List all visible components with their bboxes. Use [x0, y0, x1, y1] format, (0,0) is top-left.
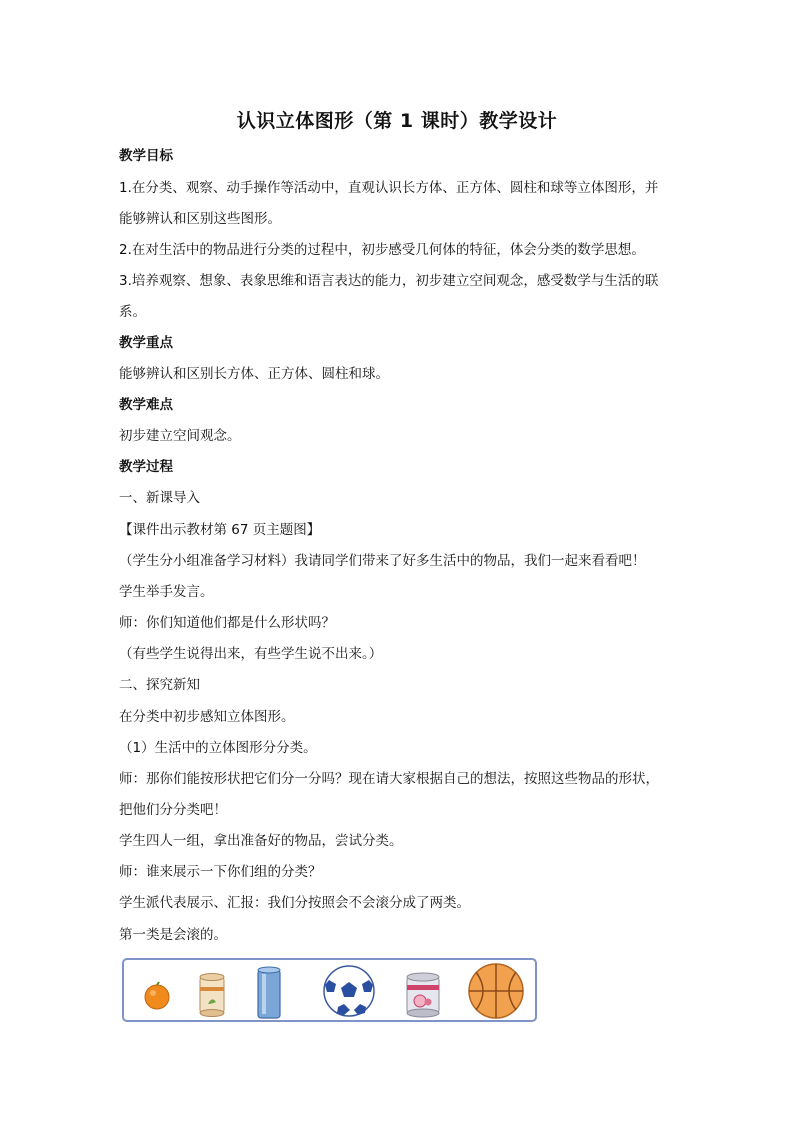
body-line: 在分类中初步感知立体图形。 — [119, 709, 295, 725]
body-line: 【课件出示教材第 67 页主题图】 — [119, 522, 321, 538]
section-heading: 教学目标 — [119, 148, 173, 164]
body-line: 2.在对生活中的物品进行分类的过程中，初步感受几何体的特征，体会分类的数学思想。 — [119, 242, 645, 258]
body-line: 初步建立空间观念。 — [119, 428, 241, 444]
rolling-objects-figure — [122, 958, 537, 1022]
body-line: （有些学生说得出来，有些学生说不出来。） — [119, 646, 383, 662]
orange-icon — [145, 982, 169, 1009]
body-line: （学生分小组准备学习材料）我请同学们带来了好多生活中的物品，我们一起来看看吧！ — [119, 553, 646, 569]
body-line: 1.在分类、观察、动手操作等活动中，直观认识长方体、正方体、圆柱和球等立体图形，并 — [119, 180, 659, 196]
document-title: 认识立体图形（第 1 课时）教学设计 — [236, 110, 558, 132]
body-line: 师：你们知道他们都是什么形状吗？ — [119, 615, 335, 631]
blue-cup-icon — [258, 967, 280, 1018]
body-line: 能够辨认和区别长方体、正方体、圆柱和球。 — [119, 366, 389, 382]
body-line: 第一类是会滚的。 — [119, 927, 227, 943]
body-line: 学生四人一组，拿出准备好的物品，尝试分类。 — [119, 833, 403, 849]
body-line: 二、探究新知 — [119, 677, 200, 693]
section-heading: 教学重点 — [119, 335, 173, 351]
body-line: 一、新课导入 — [119, 490, 200, 506]
tea-can-icon — [200, 974, 224, 1017]
body-line: 系。 — [119, 304, 146, 320]
body-line: 师：那你们能按形状把它们分一分吗？现在请大家根据自己的想法，按照这些物品的形状， — [119, 771, 659, 787]
basketball-icon — [469, 964, 523, 1018]
body-line: 学生举手发言。 — [119, 584, 214, 600]
body-line: （1）生活中的立体图形分分类。 — [119, 740, 317, 756]
soccer-ball-icon — [324, 966, 374, 1016]
body-line: 学生派代表展示、汇报：我们分按照会不会滚分成了两类。 — [119, 895, 470, 911]
section-heading: 教学难点 — [119, 397, 173, 413]
body-line: 把他们分分类吧！ — [119, 802, 227, 818]
food-can-icon — [407, 973, 439, 1017]
section-heading: 教学过程 — [119, 459, 173, 475]
body-line: 能够辨认和区别这些图形。 — [119, 211, 281, 227]
body-line: 3.培养观察、想象、表象思维和语言表达的能力，初步建立空间观念，感受数学与生活的联 — [119, 273, 659, 289]
body-line: 师：谁来展示一下你们组的分类？ — [119, 864, 322, 880]
